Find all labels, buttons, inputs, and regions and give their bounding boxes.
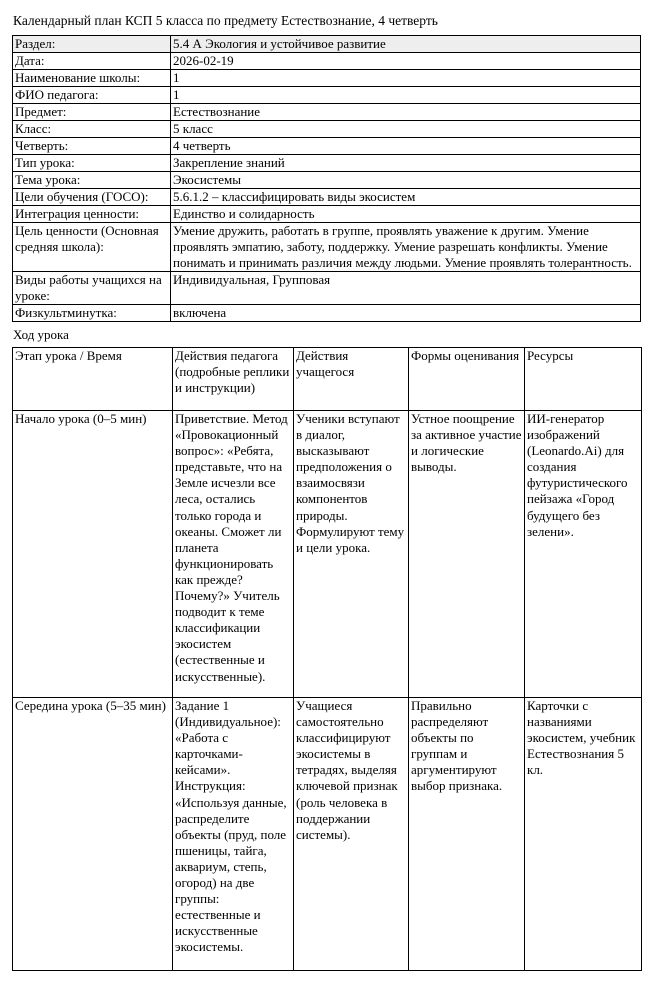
lesson-flow-table: [12, 347, 642, 971]
info-row-teacher: [13, 87, 641, 104]
header-stage: Этап урока / Время: [13, 348, 173, 411]
cell-teacher-actions: Задание 1 (Индивидуальное): «Работа с карточками-кейсами». Инструкция: «Используя данные, распределите объекты (пруд, поле пшеницы, тайга, аквариум, степь, огород) на две группы: естественные и искусственные экосистемы.: [173, 698, 294, 971]
info-label: Класс:: [13, 121, 171, 138]
cell-assessment: Устное поощрение за активное участие и логические выводы.: [409, 411, 525, 698]
info-label: Предмет:: [13, 104, 171, 121]
document-title: Календарный план КСП 5 класса по предмету Естествознание, 4 четверть: [13, 13, 438, 28]
header-resources: Ресурсы: [525, 348, 642, 411]
info-value: Естествознание: [171, 104, 641, 121]
info-row-work-types: [13, 272, 641, 305]
info-value: Индивидуальная, Групповая: [171, 272, 641, 305]
cell-resources: Карточки с названиями экосистем, учебник Естествознания 5 кл.: [525, 698, 642, 971]
info-label: Наименование школы:: [13, 70, 171, 87]
header-teacher-actions: Действия педагога (подробные реплики и инструкции): [173, 348, 294, 411]
cell-student-actions: Ученики вступают в диалог, высказывают предположения о взаимосвязи компонентов природы. Формулируют тему и цели урока.: [294, 411, 409, 698]
header-student-actions: Действия учащегося: [294, 348, 409, 411]
info-label: ФИО педагога:: [13, 87, 171, 104]
info-value: 1: [171, 70, 641, 87]
info-row-school: [13, 70, 641, 87]
info-value: Умение дружить, работать в группе, проявлять уважение к другим. Умение проявлять эмпатию, заботу, поддержку. Умение разрешать конфликты. Умение понимать и принимать различия между людьми. Умение проявлять толерантность.: [171, 223, 641, 272]
info-row-date: [13, 53, 641, 70]
header-assessment: Формы оценивания: [409, 348, 525, 411]
plan-header-row: [13, 348, 642, 411]
info-row-value-goal: [13, 223, 641, 272]
info-value: 1: [171, 87, 641, 104]
info-row-lesson-type: [13, 155, 641, 172]
info-value: 5.4 А Экология и устойчивое развитие: [171, 36, 641, 53]
cell-student-actions: Учащиеся самостоятельно классифицируют экосистемы в тетрадях, выделяя ключевой признак (роль человека в поддержании системы).: [294, 698, 409, 971]
info-label: Тема урока:: [13, 172, 171, 189]
info-label: Раздел:: [13, 36, 171, 53]
info-label: Цели обучения (ГОСО):: [13, 189, 171, 206]
info-label: Тип урока:: [13, 155, 171, 172]
info-value: 4 четверть: [171, 138, 641, 155]
table-row: [13, 698, 642, 971]
info-value: 5 класс: [171, 121, 641, 138]
info-row-value-integration: [13, 206, 641, 223]
info-value: Закрепление знаний: [171, 155, 641, 172]
lesson-info-table: [12, 35, 641, 322]
cell-resources: ИИ-генератор изображений (Leonardo.Ai) для создания футуристического пейзажа «Город будущего без зелени».: [525, 411, 642, 698]
info-row-grade: [13, 121, 641, 138]
info-label: Интеграция ценности:: [13, 206, 171, 223]
cell-assessment: Правильно распределяют объекты по группам и аргументируют выбор признака.: [409, 698, 525, 971]
cell-stage: Начало урока (0–5 мин): [13, 411, 173, 698]
info-value: 2026-02-19: [171, 53, 641, 70]
cell-stage: Середина урока (5–35 мин): [13, 698, 173, 971]
info-row-physical-break: [13, 305, 641, 322]
table-row: [13, 411, 642, 698]
info-value: Экосистемы: [171, 172, 641, 189]
info-label: Дата:: [13, 53, 171, 70]
info-label: Виды работы учащихся на уроке:: [13, 272, 171, 305]
info-label: Физкультминутка:: [13, 305, 171, 322]
info-row-topic: [13, 172, 641, 189]
info-row-quarter: [13, 138, 641, 155]
info-label: Четверть:: [13, 138, 171, 155]
info-value: 5.6.1.2 – классифицировать виды экосистем: [171, 189, 641, 206]
info-label: Цель ценности (Основная средняя школа):: [13, 223, 171, 272]
cell-teacher-actions: Приветствие. Метод «Провокационный вопрос»: «Ребята, представьте, что на Земле исчезли все леса, остались только города и океаны. Сможет ли планета функционировать как прежде? Почему?» Учитель подводит к теме классификации экосистем (естественные и искусственные).: [173, 411, 294, 698]
info-row-section: [13, 36, 641, 53]
lesson-flow-heading: Ход урока: [13, 327, 69, 342]
info-row-subject: [13, 104, 641, 121]
info-value: Единство и солидарность: [171, 206, 641, 223]
info-value: включена: [171, 305, 641, 322]
info-row-objectives: [13, 189, 641, 206]
